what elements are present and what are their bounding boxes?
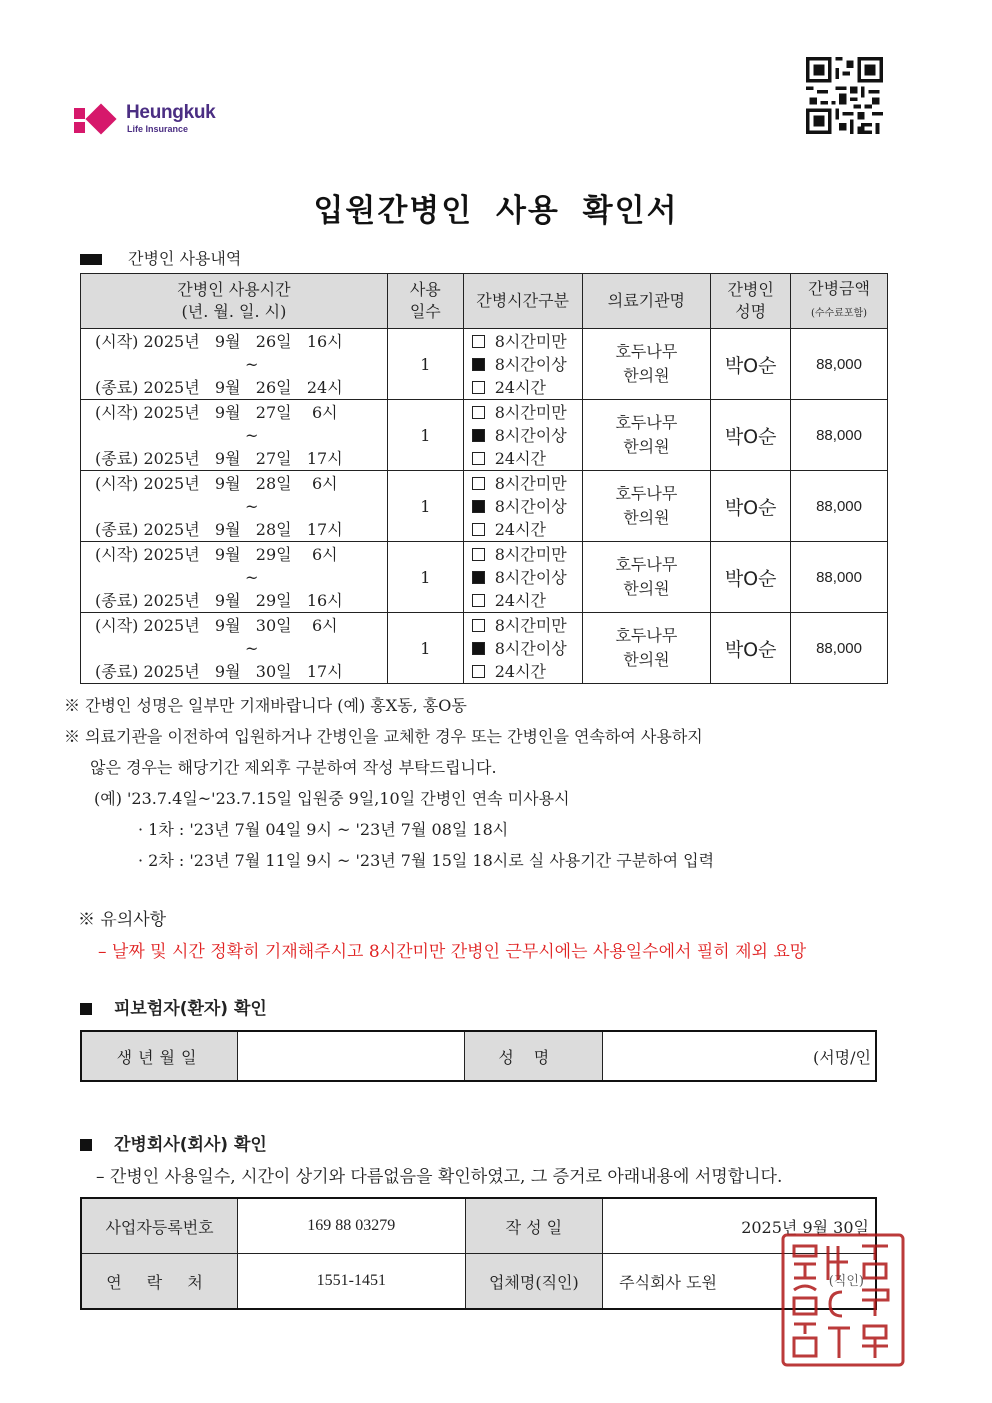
header-caregiver-line1: 간병인 bbox=[727, 280, 774, 299]
header-period bbox=[81, 274, 388, 329]
type-option-label: 8시간이상 bbox=[494, 354, 567, 374]
note-line: ※ 의료기관을 이전하여 입원하거나 간병인을 교체한 경우 또는 간병인을 연속하여 사용하지 bbox=[64, 727, 703, 746]
type-cell bbox=[463, 542, 582, 613]
usage-row bbox=[81, 471, 888, 542]
insured-table bbox=[80, 1030, 877, 1082]
checked-checkbox-icon[interactable] bbox=[472, 571, 485, 584]
checkbox-icon[interactable] bbox=[472, 594, 485, 607]
type-option-label: 24시간 bbox=[494, 590, 547, 610]
section-marker-icon bbox=[80, 1003, 92, 1015]
insured-section-heading bbox=[80, 994, 267, 1019]
header-amount-note: (수수료포함) bbox=[810, 307, 868, 319]
insured-sign-field[interactable] bbox=[603, 1031, 876, 1081]
usage-row bbox=[81, 400, 888, 471]
checkbox-icon[interactable] bbox=[472, 406, 485, 419]
logo-name: Heungkuk bbox=[126, 102, 216, 123]
period-end: (종료) 2025년 9월 29일 16시 bbox=[95, 590, 343, 610]
type-option-label: 8시간이상 bbox=[494, 496, 567, 516]
header-caregiver bbox=[711, 274, 791, 329]
qr-code-icon bbox=[806, 57, 883, 134]
checkbox-icon[interactable] bbox=[472, 381, 485, 394]
type-option[interactable] bbox=[472, 589, 582, 612]
type-cell bbox=[463, 329, 582, 400]
period-cell bbox=[81, 613, 388, 684]
header-type: 간병시간구분 bbox=[463, 274, 582, 329]
document-title: 입원간병인 사용 확인서 bbox=[313, 193, 679, 229]
period-start: (시작) 2025년 9월 26일 16시 bbox=[95, 331, 343, 351]
checked-checkbox-icon[interactable] bbox=[472, 358, 485, 371]
header-amount bbox=[791, 274, 888, 329]
caregiver-cell: 박O순 bbox=[711, 542, 791, 613]
hospital-cell bbox=[582, 471, 711, 542]
usage-table bbox=[80, 273, 888, 684]
type-option[interactable] bbox=[472, 614, 582, 637]
insured-section-heading-text: 피보험자(환자) 확인 bbox=[114, 999, 267, 1019]
type-option[interactable] bbox=[472, 447, 582, 470]
days-cell: 1 bbox=[387, 329, 463, 400]
logo-subtitle: Life Insurance bbox=[127, 124, 189, 134]
header-days-line2: 일수 bbox=[409, 302, 441, 321]
days-cell: 1 bbox=[387, 471, 463, 542]
checked-checkbox-icon[interactable] bbox=[472, 429, 485, 442]
hospital-name-line2: 한의원 bbox=[623, 366, 670, 385]
type-option-label: 24시간 bbox=[494, 448, 547, 468]
hospital-name-line1: 호두나무 bbox=[615, 626, 678, 645]
hospital-name-line1: 호두나무 bbox=[615, 484, 678, 503]
hospital-name-line1: 호두나무 bbox=[615, 555, 678, 574]
amount-cell: 88,000 bbox=[791, 329, 888, 400]
header-days-line1: 사용 bbox=[409, 280, 441, 299]
company-section-heading bbox=[80, 1130, 267, 1155]
hospital-name-line2: 한의원 bbox=[623, 508, 670, 527]
usage-section-heading-text: 간병인 사용내역 bbox=[128, 249, 242, 268]
period-start: (시작) 2025년 9월 27일 6시 bbox=[95, 402, 338, 422]
hospital-cell bbox=[582, 613, 711, 684]
period-end: (종료) 2025년 9월 26일 24시 bbox=[95, 377, 343, 397]
amount-cell: 88,000 bbox=[791, 613, 888, 684]
checkbox-icon[interactable] bbox=[472, 548, 485, 561]
type-option-label: 8시간이상 bbox=[494, 638, 567, 658]
period-end: (종료) 2025년 9월 28일 17시 bbox=[95, 519, 343, 539]
hospital-name-line2: 한의원 bbox=[623, 650, 670, 669]
amount-cell: 88,000 bbox=[791, 400, 888, 471]
birth-label: 생년월일 bbox=[81, 1031, 238, 1081]
type-option[interactable] bbox=[472, 637, 582, 660]
period-tilde: ~ bbox=[245, 496, 259, 516]
type-option[interactable] bbox=[472, 518, 582, 541]
period-tilde: ~ bbox=[245, 354, 259, 374]
header-period-line2: (년. 월. 일. 시) bbox=[181, 302, 287, 321]
type-cell bbox=[463, 400, 582, 471]
type-option-label: 8시간미만 bbox=[494, 544, 567, 564]
caution-heading: ※ 유의사항 bbox=[78, 910, 167, 930]
type-option[interactable] bbox=[472, 543, 582, 566]
header-hospital: 의료기관명 bbox=[582, 274, 711, 329]
period-start: (시작) 2025년 9월 29일 6시 bbox=[95, 544, 338, 564]
date-label: 작 성 일 bbox=[465, 1198, 603, 1254]
amount-cell: 88,000 bbox=[791, 471, 888, 542]
checkbox-icon[interactable] bbox=[472, 619, 485, 632]
contact-value: 1551-1451 bbox=[238, 1254, 465, 1310]
type-option[interactable] bbox=[472, 495, 582, 518]
type-cell bbox=[463, 471, 582, 542]
checkbox-icon[interactable] bbox=[472, 477, 485, 490]
usage-row bbox=[81, 613, 888, 684]
seal-hint: (직인) bbox=[828, 1273, 864, 1289]
contact-label: 연 락 처 bbox=[81, 1254, 238, 1310]
period-cell bbox=[81, 400, 388, 471]
usage-row bbox=[81, 329, 888, 400]
hospital-name-line1: 호두나무 bbox=[615, 342, 678, 361]
type-option-label: 8시간이상 bbox=[494, 425, 567, 445]
name-label: 성명 bbox=[465, 1031, 603, 1081]
usage-section-heading bbox=[80, 246, 241, 269]
note-line: · 2차 : '23년 7월 11일 9시 ~ '23년 7월 15일 18시로 실 사용기간 구분하여 입력 bbox=[138, 851, 715, 870]
checked-checkbox-icon[interactable] bbox=[472, 642, 485, 655]
type-option[interactable] bbox=[472, 566, 582, 589]
period-tilde: ~ bbox=[245, 638, 259, 658]
period-end: (종료) 2025년 9월 27일 17시 bbox=[95, 448, 343, 468]
type-option[interactable] bbox=[472, 660, 582, 683]
hospital-name-line1: 호두나무 bbox=[615, 413, 678, 432]
company-logo bbox=[74, 100, 264, 140]
type-option[interactable] bbox=[472, 353, 582, 376]
type-option-label: 8시간미만 bbox=[494, 331, 567, 351]
period-tilde: ~ bbox=[245, 425, 259, 445]
caregiver-cell: 박O순 bbox=[711, 329, 791, 400]
period-end: (종료) 2025년 9월 30일 17시 bbox=[95, 661, 343, 681]
notes-block bbox=[64, 690, 914, 876]
type-option-label: 8시간미만 bbox=[494, 615, 567, 635]
note-line: 않은 경우는 해당기간 제외후 구분하여 작성 부탁드립니다. bbox=[90, 758, 497, 777]
days-cell: 1 bbox=[387, 613, 463, 684]
biz-no-label: 사업자등록번호 bbox=[81, 1198, 238, 1254]
caregiver-cell: 박O순 bbox=[711, 471, 791, 542]
hospital-name-line2: 한의원 bbox=[623, 437, 670, 456]
company-section-heading-text: 간병회사(회사) 확인 bbox=[114, 1135, 267, 1155]
header-days bbox=[387, 274, 463, 329]
biz-no-value: 169 88 03279 bbox=[238, 1198, 465, 1254]
days-cell: 1 bbox=[387, 400, 463, 471]
caregiver-cell: 박O순 bbox=[711, 613, 791, 684]
type-option[interactable] bbox=[472, 376, 582, 399]
type-option[interactable] bbox=[472, 330, 582, 353]
header-period-line1: 간병인 사용시간 bbox=[177, 280, 291, 299]
note-line: (예) '23.7.4일~'23.7.15일 입원중 9일,10일 간병인 연속 미사용시 bbox=[94, 789, 570, 808]
type-option[interactable] bbox=[472, 401, 582, 424]
type-cell bbox=[463, 613, 582, 684]
type-option-label: 24시간 bbox=[494, 377, 547, 397]
hospital-cell bbox=[582, 542, 711, 613]
checked-checkbox-icon[interactable] bbox=[472, 500, 485, 513]
company-seal-icon bbox=[780, 1232, 906, 1368]
header-caregiver-line2: 성명 bbox=[735, 302, 767, 321]
hospital-cell bbox=[582, 329, 711, 400]
note-line: · 1차 : '23년 7월 04일 9시 ~ '23년 7월 08일 18시 bbox=[138, 820, 509, 839]
period-cell bbox=[81, 329, 388, 400]
period-cell bbox=[81, 471, 388, 542]
caution-text: – 날짜 및 시간 정확히 기재해주시고 8시간미만 간병인 근무시에는 사용일수에서 필히 제외 요망 bbox=[98, 942, 807, 962]
header-amount-text: 간병금액 bbox=[808, 278, 870, 298]
period-start: (시작) 2025년 9월 30일 6시 bbox=[95, 615, 338, 635]
type-option-label: 8시간미만 bbox=[494, 402, 567, 422]
hospital-cell bbox=[582, 400, 711, 471]
checkbox-icon[interactable] bbox=[472, 452, 485, 465]
confirmation-text: – 간병인 사용일수, 시간이 상기와 다름없음을 확인하였고, 그 증거로 아래내용에 서명합니다. bbox=[96, 1167, 783, 1187]
birth-field[interactable] bbox=[238, 1031, 465, 1081]
period-start: (시작) 2025년 9월 28일 6시 bbox=[95, 473, 338, 493]
period-cell bbox=[81, 542, 388, 613]
checkbox-icon[interactable] bbox=[472, 665, 485, 678]
note-line: ※ 간병인 성명은 일부만 기재바랍니다 (예) 홍X동, 홍O동 bbox=[64, 696, 467, 715]
company-table bbox=[80, 1197, 877, 1310]
type-option[interactable] bbox=[472, 472, 582, 495]
type-option-label: 24시간 bbox=[494, 661, 547, 681]
type-option[interactable] bbox=[472, 424, 582, 447]
type-option-label: 8시간이상 bbox=[494, 567, 567, 587]
days-cell: 1 bbox=[387, 542, 463, 613]
logo-mark-icon bbox=[74, 102, 122, 138]
company-label: 업체명(직인) bbox=[465, 1254, 603, 1310]
checkbox-icon[interactable] bbox=[472, 335, 485, 348]
section-marker-icon bbox=[80, 254, 102, 265]
section-marker-icon bbox=[80, 1139, 92, 1151]
type-option-label: 24시간 bbox=[494, 519, 547, 539]
usage-table-header bbox=[81, 274, 888, 329]
checkbox-icon[interactable] bbox=[472, 523, 485, 536]
date-value: 2025년 9월 30일 bbox=[603, 1198, 876, 1254]
type-option-label: 8시간미만 bbox=[494, 473, 567, 493]
company-name: 주식회사 도원 bbox=[619, 1272, 717, 1292]
period-tilde: ~ bbox=[245, 567, 259, 587]
usage-row bbox=[81, 542, 888, 613]
amount-cell: 88,000 bbox=[791, 542, 888, 613]
hospital-name-line2: 한의원 bbox=[623, 579, 670, 598]
sign-hint: (서명/인 bbox=[812, 1047, 871, 1067]
caregiver-cell: 박O순 bbox=[711, 400, 791, 471]
